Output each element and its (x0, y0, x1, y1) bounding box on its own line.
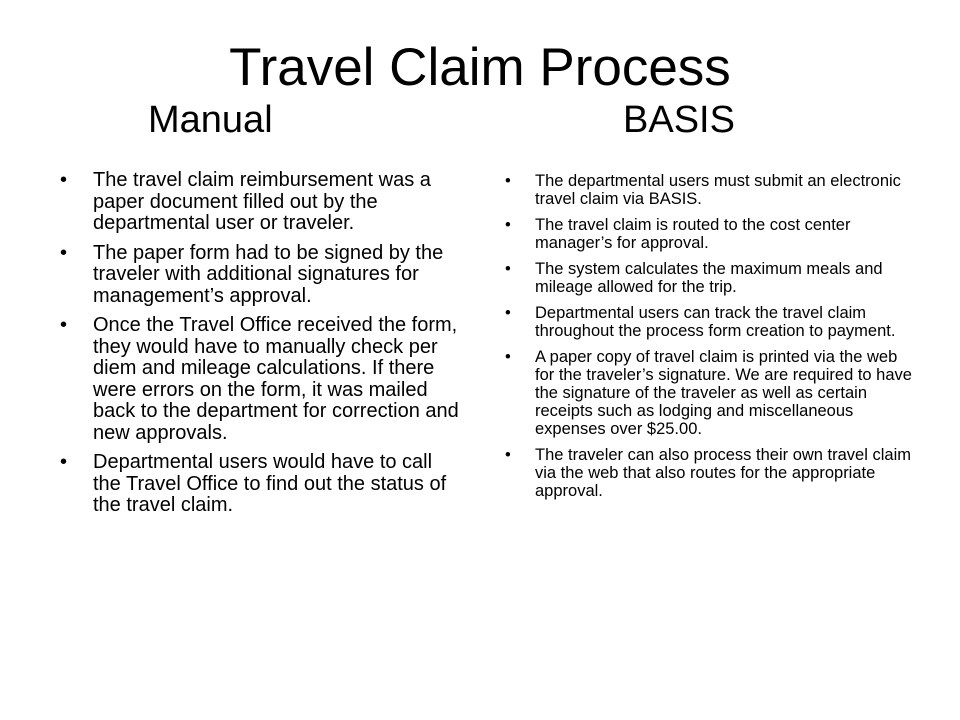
bullet-text: The departmental users must submit an electronic travel claim via BASIS. (535, 172, 901, 208)
bullet-text: The system calculates the maximum meals and mileage allowed for the trip. (535, 260, 883, 296)
bullet-text: Once the Travel Office received the form, they would have to manually check per diem and mileage calculations. If there were errors on the form, it was mailed back to the department for correction and new approvals. (93, 314, 459, 444)
bullet-text: The travel claim is routed to the cost center manager’s for approval. (535, 216, 851, 252)
bullet-text: Departmental users can track the travel claim throughout the process form creation to payment. (535, 304, 896, 340)
basis-bullet-item (505, 446, 915, 500)
bullet-dot: • (505, 446, 511, 464)
bullet-dot: • (505, 172, 511, 190)
manual-bullet-item (60, 170, 460, 235)
bullet-dot: • (505, 304, 511, 322)
bullet-text: The traveler can also process their own travel claim via the web that also routes for the appropriate approval. (535, 446, 911, 500)
manual-bullet-item (60, 243, 460, 308)
basis-heading: BASIS (623, 99, 735, 141)
basis-bullet-item (505, 216, 915, 252)
slide-title: Travel Claim Process (229, 38, 731, 97)
bullet-dot: • (505, 348, 511, 366)
manual-bullet-list (60, 170, 460, 525)
manual-bullet-item (60, 452, 460, 517)
manual-bullet-item (60, 315, 460, 444)
basis-bullet-item (505, 304, 915, 340)
basis-bullet-list (505, 172, 915, 508)
basis-bullet-item (505, 348, 915, 438)
basis-bullet-item (505, 260, 915, 296)
bullet-dot: • (505, 260, 511, 278)
bullet-dot: • (60, 314, 68, 336)
bullet-text: The paper form had to be signed by the traveler with additional signatures for management’s approval. (93, 241, 444, 307)
bullet-text: A paper copy of travel claim is printed via the web for the traveler’s signature. We are required to have the signature of the traveler as well as certain receipts such as lodging and miscellaneous expenses over $25.00. (535, 348, 912, 438)
bullet-dot: • (505, 216, 511, 234)
bullet-text: The travel claim reimbursement was a paper document filled out by the departmental user or traveler. (93, 169, 431, 234)
bullet-dot: • (60, 169, 68, 191)
bullet-dot: • (60, 451, 68, 473)
manual-heading: Manual (148, 99, 273, 141)
bullet-dot: • (60, 241, 68, 264)
basis-bullet-item (505, 172, 915, 208)
bullet-text: Departmental users would have to call the Travel Office to find out the status of the travel claim. (93, 451, 447, 516)
